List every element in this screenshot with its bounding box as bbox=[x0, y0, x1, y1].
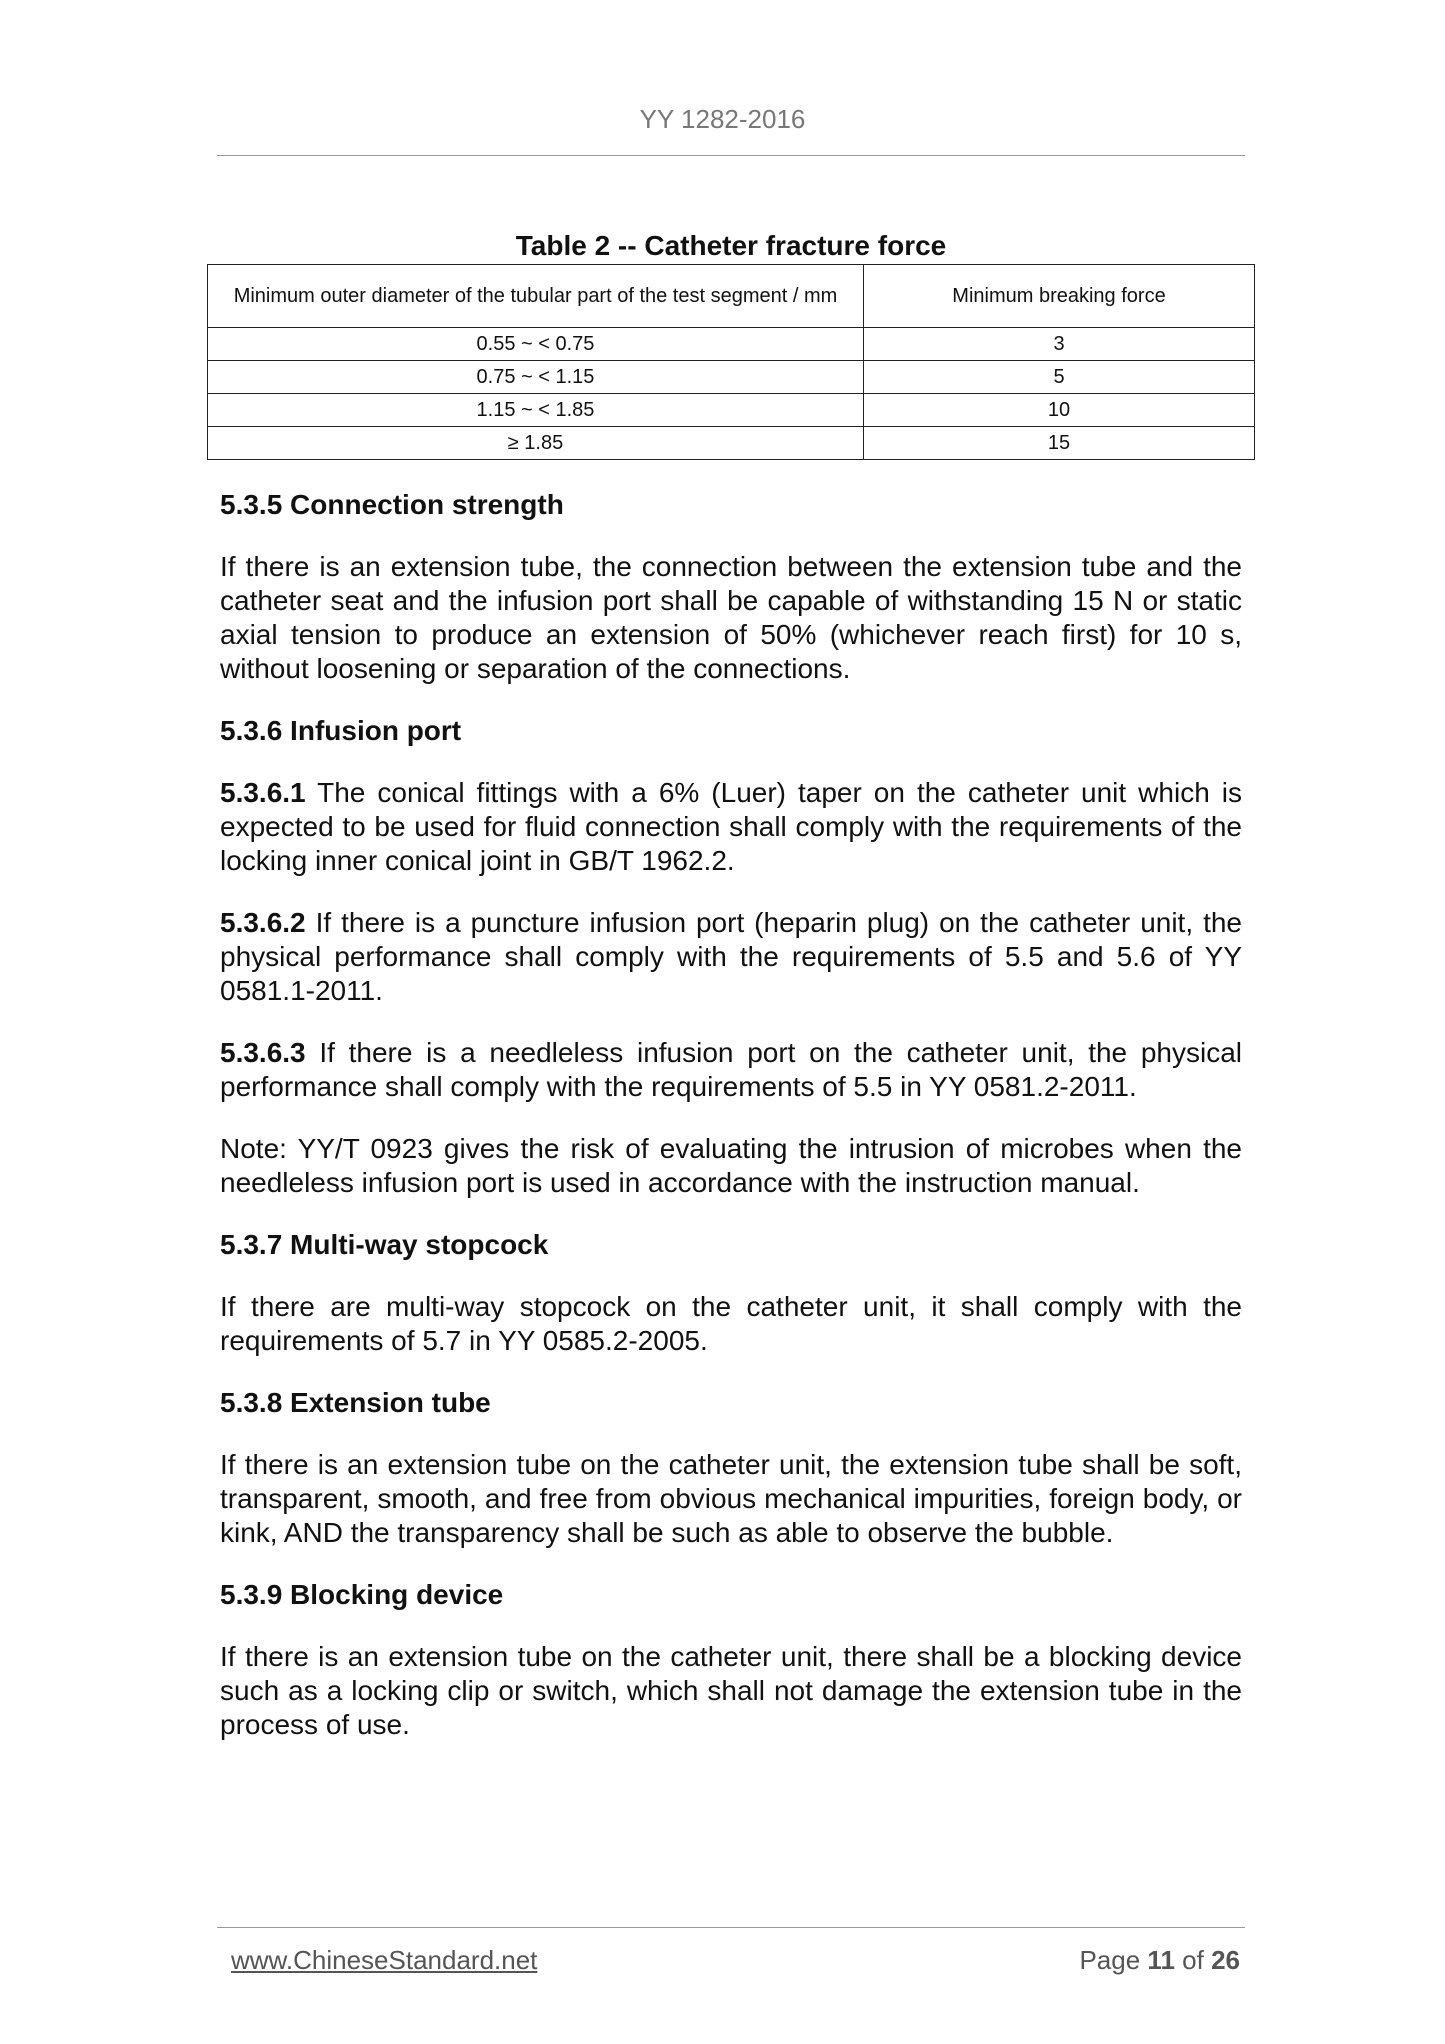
page-total: 26 bbox=[1211, 1945, 1240, 1975]
cell-force: 10 bbox=[864, 394, 1255, 427]
clause-number: 5.3.6.3 bbox=[220, 1037, 306, 1068]
heading-5-3-8: 5.3.8 Extension tube bbox=[220, 1387, 491, 1418]
cell-diameter: 1.15 ~ < 1.85 bbox=[208, 394, 864, 427]
table-header-row bbox=[208, 265, 1255, 328]
heading-5-3-7: 5.3.7 Multi-way stopcock bbox=[220, 1229, 549, 1260]
cell-diameter: 0.55 ~ < 0.75 bbox=[208, 328, 864, 361]
paragraph-5-3-8: If there is an extension tube on the catheter unit, the extension tube shall be soft, transparent, smooth, and free from obvious mechanical impurities, foreign body, or kink, AND the transparency shall be such as able to observe the bubble. bbox=[220, 1449, 1242, 1548]
clause-number: 5.3.6.2 bbox=[220, 907, 306, 938]
table-row bbox=[208, 361, 1255, 394]
paragraph-5-3-5: If there is an extension tube, the connection between the extension tube and the catheter seat and the infusion port shall be capable of withstanding 15 N or static axial tension to produce an extension of 50% (whichever reach first) for 10 s, without loosening or separation of the connections. bbox=[220, 551, 1242, 684]
footer-page-number bbox=[1079, 1945, 1240, 1976]
heading-5-3-6: 5.3.6 Infusion port bbox=[220, 715, 462, 746]
page-header: YY 1282-2016 bbox=[639, 104, 806, 134]
table-row bbox=[208, 328, 1255, 361]
note-paragraph: Note: YY/T 0923 gives the risk of evaluating the intrusion of microbes when the needleless infusion port is used in accordance with the instruction manual. bbox=[220, 1133, 1242, 1198]
table-title: Table 2 -- Catheter fracture force bbox=[515, 230, 947, 261]
table-row bbox=[208, 427, 1255, 460]
heading-5-3-5: 5.3.5 Connection strength bbox=[220, 489, 564, 520]
clause-text: If there is a needleless infusion port on the catheter unit, the physical performance shall comply with the requirements of 5.5 in YY 0581.2-2011. bbox=[220, 1037, 1242, 1102]
col-header-diameter: Minimum outer diameter of the tubular part of the test segment / mm bbox=[208, 265, 864, 328]
page-current: 11 bbox=[1147, 1945, 1175, 1975]
heading-5-3-9: 5.3.9 Blocking device bbox=[220, 1579, 504, 1610]
footer-rule bbox=[217, 1927, 1245, 1928]
paragraph-5-3-6-3 bbox=[220, 1036, 1242, 1104]
document-body bbox=[220, 488, 1242, 1742]
footer-website-link[interactable]: www.ChineseStandard.net bbox=[231, 1945, 538, 1975]
paragraph-5-3-7: If there are multi-way stopcock on the catheter unit, it shall comply with the requirements of 5.7 in YY 0585.2-2005. bbox=[220, 1291, 1242, 1356]
cell-force: 5 bbox=[864, 361, 1255, 394]
paragraph-5-3-6-1 bbox=[220, 776, 1242, 878]
clause-number: 5.3.6.1 bbox=[220, 777, 306, 808]
header-rule bbox=[217, 155, 1245, 156]
cell-force: 3 bbox=[864, 328, 1255, 361]
col-header-force: Minimum breaking force bbox=[864, 265, 1255, 328]
cell-diameter: 0.75 ~ < 1.15 bbox=[208, 361, 864, 394]
cell-force: 15 bbox=[864, 427, 1255, 460]
fracture-force-table bbox=[207, 264, 1255, 460]
paragraph-5-3-9: If there is an extension tube on the catheter unit, there shall be a blocking device such as a locking clip or switch, which shall not damage the extension tube in the process of use. bbox=[220, 1641, 1242, 1740]
clause-text: The conical fittings with a 6% (Luer) taper on the catheter unit which is expected to be used for fluid connection shall comply with the requirements of the locking inner conical joint in GB/T 1962.2. bbox=[220, 777, 1242, 876]
cell-diameter: ≥ 1.85 bbox=[208, 427, 864, 460]
page-label: Page bbox=[1079, 1945, 1141, 1975]
of-label: of bbox=[1182, 1945, 1204, 1975]
table-row bbox=[208, 394, 1255, 427]
paragraph-5-3-6-2 bbox=[220, 906, 1242, 1008]
clause-text: If there is a puncture infusion port (heparin plug) on the catheter unit, the physical performance shall comply with the requirements of 5.5 and 5.6 of YY 0581.1-2011. bbox=[220, 907, 1242, 1006]
